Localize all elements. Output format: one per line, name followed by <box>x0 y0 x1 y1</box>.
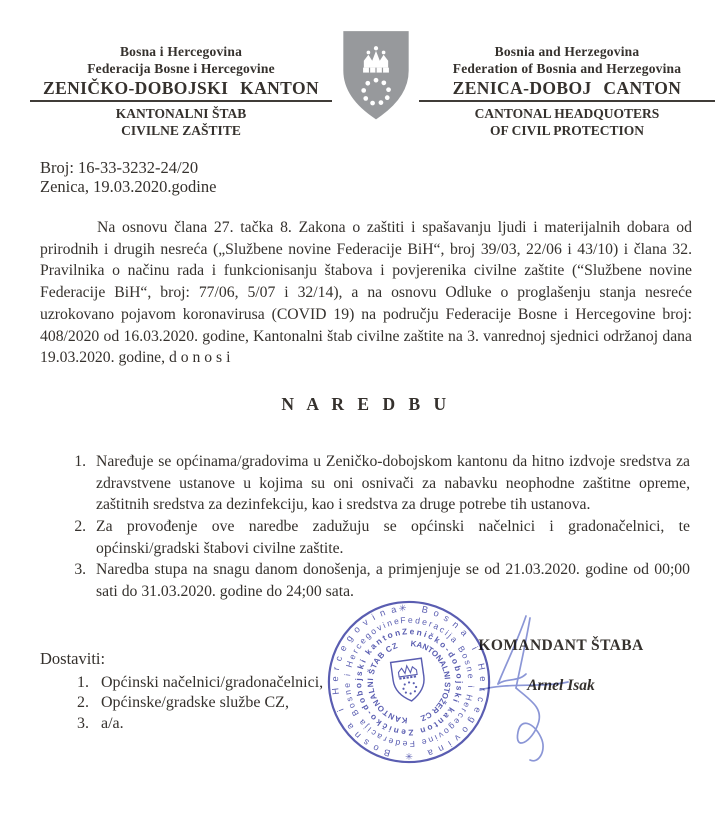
letterhead-country-bs: Bosna i Hercegovina <box>119 44 243 59</box>
order-items-list <box>40 451 690 603</box>
letterhead-bosnian <box>30 44 332 139</box>
reference-place-date: Zenica, 19.03.2020.godine <box>40 176 217 196</box>
distribution-item: 2. Općinske/gradske službe CZ, <box>93 693 721 713</box>
canton-shield-icon <box>338 28 414 124</box>
distribution-item: 1. Općinski načelnici/gradonačelnici, <box>93 673 721 693</box>
letterhead-canton-bs: ZENIČKO-DOBOJSKI KANTON <box>43 78 319 98</box>
order-title: N A R E D B U <box>281 393 451 414</box>
coat-of-arms <box>338 28 414 129</box>
stamp-ring-federation: Federacija Bosne i Hercegovine Federacija Bosne i Hercegovine <box>341 614 477 750</box>
reference-block <box>40 159 721 196</box>
letterhead-org2-en: OF CIVIL PROTECTION <box>489 122 645 138</box>
stamp-center-shield-icon <box>391 658 427 703</box>
stamp-inner-right: KANTONALNI STOŽER CZ <box>410 639 453 723</box>
signatory-name: Arnel Isak <box>527 677 595 694</box>
letterhead-english <box>419 44 715 139</box>
letterhead-country-en: Bosnia and Herzegovina <box>494 44 640 59</box>
letterhead <box>0 0 721 139</box>
letterhead-rule-left <box>30 100 332 102</box>
stamp-ring-canton: Zeničko-dobojski kanton Zeničko-dobojski kanton <box>353 626 465 738</box>
letterhead-rule-right <box>419 100 715 102</box>
reference-number: Broj: 16-33-3232-24/20 <box>40 158 199 177</box>
stamp-ring-outer: ✳ Bosna i Hercegovina ✳ Bosna i Hercegovina <box>329 602 489 761</box>
letterhead-org2-bs: CIVILNE ZAŠTITE <box>121 122 241 138</box>
order-item: 2. Za provođenje ove naredbe zadužuju se općinski načelnici i gradonačelnici, te općinski/gradski štabovi civilne zaštite. <box>90 516 690 559</box>
order-item: 3. Naredba stupa na snagu danom donošenja, a primjenjuje se od 21.03.2020. godine od 00;00 sati do 31.03.2020. godine do 24;00 sata. <box>90 559 690 602</box>
distribution-label: Dostaviti: <box>40 648 106 668</box>
order-item: 1. Naređuje se općinama/gradovima u Zeničko-dobojskom kantonu da hitno izdvoje sredstva za zdravstvene ustanove u kojima su oni osnivači za nabavku neophodne zaštitne opreme, zaštitnih sredstva za dezinfekciju, kao i sredstva za druge potrebe tih ustanova. <box>90 451 690 516</box>
stamp-inner-left: KANTONALNI ŠTAB CZ <box>365 641 408 725</box>
letterhead-federation-bs: Federacija Bosne i Hercegovine <box>87 60 275 76</box>
letterhead-org1-en: CANTONAL HEADQUOTERS <box>474 106 660 121</box>
letterhead-federation-en: Federation of Bosnia and Herzegovina <box>452 60 682 76</box>
distribution-item: 3. a/a. <box>93 714 721 734</box>
preamble-paragraph: Na osnovu člana 27. tačka 8. Zakona o zaštiti i spašavanju ljudi i materijalnih dobara od prirodnih i drugih nesreća („Službene novine Federacije BiH“, broj 39/03, 22/06 i 43/10) i člana 32. Pravilnika o načinu rada i funkcionisanju štabova i povjerenika civilne zaštite (“Službene novine Federacije BiH“, broj: 77/06, 5/07 i 32/14), a na osnovu Odluke o proglašenju stanja nesreće uzrokovano pojavom koronavirusa (COVID 19) na području Federacije Bosne i Hercegovine broj: 408/2020 od 16.03.2020. godine, Kantonalni štab civilne zaštite na 3. vanrednoj sjednici održanoj dana 19.03.2020. godine, d o n o s i <box>40 219 692 367</box>
letterhead-org1-bs: KANTONALNI ŠTAB <box>115 106 247 121</box>
handwritten-signature <box>468 612 580 777</box>
letterhead-canton-en: ZENICA-DOBOJ CANTON <box>452 78 682 98</box>
signatory-title: KOMANDANT ŠTABA <box>478 637 644 654</box>
